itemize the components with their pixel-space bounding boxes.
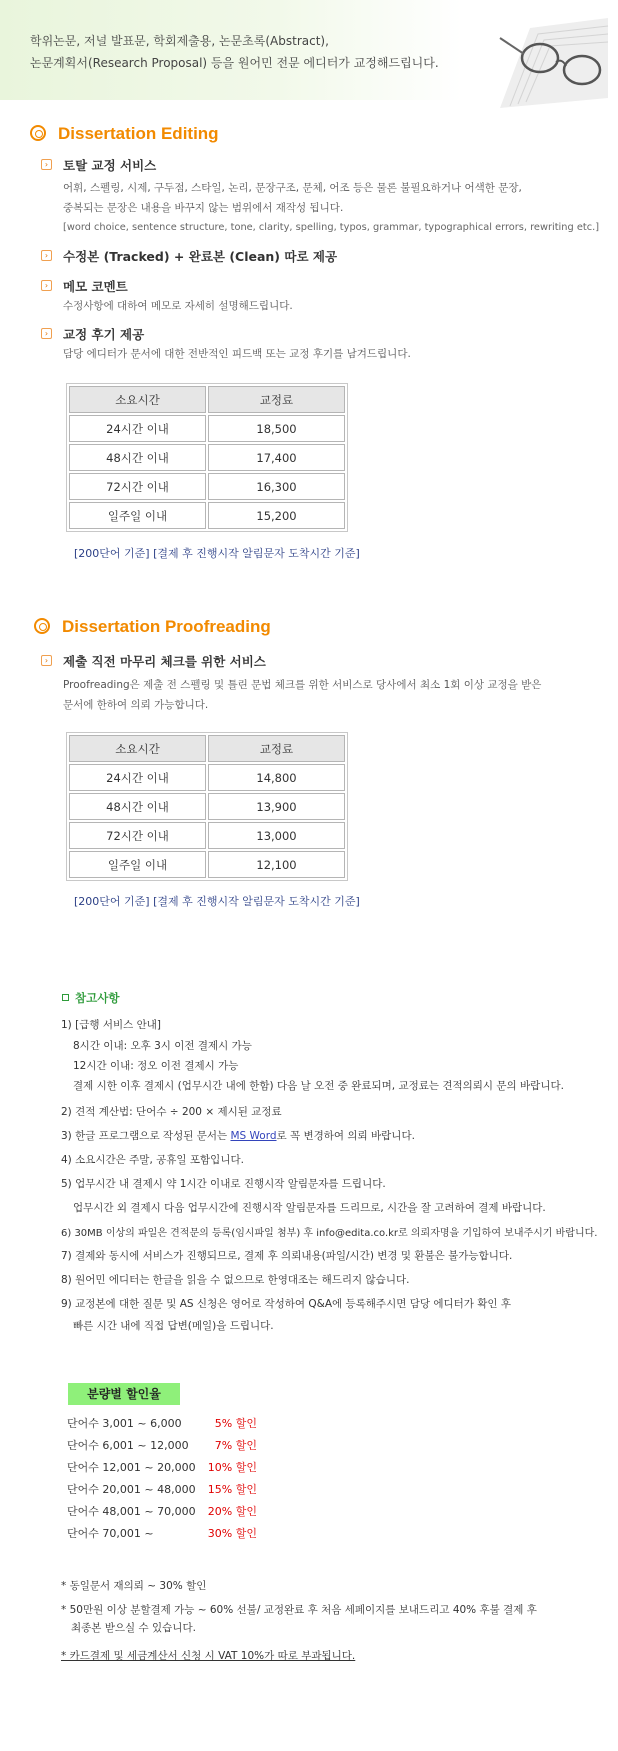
- footnote-resubmit: * 동일문서 재의뢰 ~ 30% 할인: [61, 1580, 207, 1592]
- discount-row: [67, 1503, 257, 1519]
- discount-rate: 10% 할인: [207, 1461, 257, 1474]
- proofreading-section-title: Dissertation Proofreading: [34, 617, 271, 637]
- note-5a: 업무시간 외 결제시 다음 업무시간에 진행시작 알림문자를 드리므로, 시간을 잘 고려하여 결제 바랍니다.: [73, 1202, 546, 1214]
- item-heading: 수정본 (Tracked) + 완료본 (Clean) 따로 제공: [63, 249, 338, 264]
- banner-line-2: 논문계획서(Research Proposal) 등을 원어민 전문 에디터가 교정해드립니다.: [30, 56, 439, 70]
- discount-range: 단어수 3,001 ~ 6,000: [67, 1417, 182, 1430]
- discount-rate: 20% 할인: [207, 1505, 257, 1518]
- editing-table-note: [200단어 기준] [결제 후 진행시작 알림문자 도착시간 기준]: [74, 547, 360, 560]
- table-row: [69, 473, 345, 500]
- discount-title-badge: 분량별 할인율: [68, 1383, 180, 1405]
- glasses-book-image: [490, 18, 610, 113]
- table-header-time: 소요시간: [69, 735, 206, 762]
- table-cell-fee: 13,900: [208, 793, 345, 820]
- item-desc-1: 어휘, 스펠링, 시제, 구두점, 스타일, 논리, 문장구조, 문체, 어조 등은 물론 불필요하거나 어색한 문장,: [63, 182, 522, 194]
- table-header-row: [69, 735, 345, 762]
- note-3: 3) 한글 프로그램으로 작성된 문서는 MS Word로 꼭 변경하여 의뢰 바랍니다.: [61, 1130, 415, 1142]
- note-9: 9) 교정본에 대한 질문 및 AS 신청은 영어로 작성하여 Q&A에 등록해주시면 담당 에디터가 확인 후: [61, 1298, 511, 1310]
- square-bullet-icon: [62, 994, 69, 1001]
- table-row: [69, 851, 345, 878]
- table-cell-fee: 12,100: [208, 851, 345, 878]
- discount-range: 단어수 6,001 ~ 12,000: [67, 1439, 189, 1452]
- item-desc-1: 수정사항에 대하여 메모로 자세히 설명해드립니다.: [63, 300, 293, 312]
- discount-row: [67, 1415, 257, 1431]
- discount-rate: 5% 할인: [214, 1417, 257, 1430]
- item-desc-1: Proofreading은 제출 전 스펠링 및 틀린 문법 체크를 위한 서비스로 당사에서 최소 1회 이상 교정을 받은: [63, 679, 542, 691]
- table-row: [69, 444, 345, 471]
- item-heading: 메모 코멘트: [63, 279, 128, 294]
- item-heading: 제출 직전 마무리 체크를 위한 서비스: [63, 654, 266, 669]
- footnote-installment: * 50만원 이상 분할결제 가능 ~ 60% 선불/ 교정완료 후 처음 세페이지를 보내드리고 40% 후불 결제 후: [61, 1604, 537, 1616]
- table-cell-fee: 16,300: [208, 473, 345, 500]
- discount-rate: 15% 할인: [207, 1483, 257, 1496]
- arrow-bullet-icon: ›: [41, 280, 52, 291]
- table-row: [69, 764, 345, 791]
- discount-row: [67, 1437, 257, 1453]
- note-8: 8) 원어민 에디터는 한글을 읽을 수 없으므로 한영대조는 해드리지 않습니다.: [61, 1274, 410, 1286]
- table-cell-fee: 14,800: [208, 764, 345, 791]
- footnote-vat: * 카드결제 및 세금계산서 신청 시 VAT 10%가 따로 부과됩니다.: [61, 1650, 356, 1662]
- note-5: 5) 업무시간 내 결제시 약 1시간 이내로 진행시작 알림문자를 드립니다.: [61, 1178, 386, 1190]
- notes-title: 참고사항: [62, 990, 119, 1006]
- proofreading-price-table: [66, 732, 348, 881]
- table-row: [69, 822, 345, 849]
- discount-range: 단어수 12,001 ~ 20,000: [67, 1461, 196, 1474]
- item-desc-2: 문서에 한하여 의뢰 가능합니다.: [63, 699, 209, 711]
- discount-rate: 7% 할인: [214, 1439, 257, 1452]
- editing-section-title: Dissertation Editing: [30, 124, 219, 144]
- table-header-fee: 교정료: [208, 386, 345, 413]
- proofreading-table-note: [200단어 기준] [결제 후 진행시작 알림문자 도착시간 기준]: [74, 895, 360, 908]
- discount-range: 단어수 48,001 ~ 70,000: [67, 1505, 196, 1518]
- editing-price-table: [66, 383, 348, 532]
- banner-text: [30, 30, 439, 74]
- table-header-row: [69, 386, 345, 413]
- table-cell-fee: 17,400: [208, 444, 345, 471]
- note-1a: 8시간 이내: 오후 3시 이전 결제시 가능: [73, 1040, 252, 1052]
- discount-row: [67, 1459, 257, 1475]
- discount-row: [67, 1481, 257, 1497]
- table-cell-fee: 13,000: [208, 822, 345, 849]
- discount-row: [67, 1525, 257, 1541]
- table-cell-time: 72시간 이내: [69, 822, 206, 849]
- note-4: 4) 소요시간은 주말, 공휴일 포함입니다.: [61, 1154, 244, 1166]
- item-desc-2: 중복되는 문장은 내용을 바꾸지 않는 범위에서 재작성 됩니다.: [63, 202, 344, 214]
- table-row: [69, 502, 345, 529]
- table-header-time: 소요시간: [69, 386, 206, 413]
- discount-rate: 30% 할인: [207, 1527, 257, 1540]
- arrow-bullet-icon: ›: [41, 159, 52, 170]
- table-row: [69, 793, 345, 820]
- item-desc-3: [word choice, sentence structure, tone, clarity, spelling, typos, grammar, typographical errors, rewriting etc.]: [63, 222, 600, 233]
- double-circle-icon: [30, 125, 46, 141]
- double-circle-icon: [34, 618, 50, 634]
- item-heading: 교정 후기 제공: [63, 327, 145, 342]
- note-1: 1) [급행 서비스 안내]: [61, 1019, 161, 1031]
- discount-range: 단어수 70,001 ~: [67, 1527, 154, 1540]
- discount-range: 단어수 20,001 ~ 48,000: [67, 1483, 196, 1496]
- note-2: 2) 견적 계산법: 단어수 ÷ 200 × 제시된 교정료: [61, 1106, 282, 1118]
- ms-word-link[interactable]: MS Word: [230, 1130, 277, 1142]
- table-cell-time: 72시간 이내: [69, 473, 206, 500]
- table-header-fee: 교정료: [208, 735, 345, 762]
- footnote-installment-2: 최종본 받으실 수 있습니다.: [71, 1622, 196, 1634]
- table-cell-time: 일주일 이내: [69, 851, 206, 878]
- table-cell-time: 일주일 이내: [69, 502, 206, 529]
- intro-banner: [0, 0, 618, 100]
- note-9a: 빠른 시간 내에 직접 답변(메일)을 드립니다.: [73, 1320, 274, 1332]
- table-cell-fee: 15,200: [208, 502, 345, 529]
- table-cell-fee: 18,500: [208, 415, 345, 442]
- note-1b: 12시간 이내: 정오 이전 결제시 가능: [73, 1060, 239, 1072]
- arrow-bullet-icon: ›: [41, 655, 52, 666]
- note-1c: 결제 시한 이후 결제시 (업무시간 내에 한함) 다음 날 오전 중 완료되며, 교정료는 견적의뢰시 문의 바랍니다.: [73, 1080, 564, 1092]
- table-cell-time: 48시간 이내: [69, 793, 206, 820]
- table-cell-time: 48시간 이내: [69, 444, 206, 471]
- banner-line-1: 학위논문, 저널 발표문, 학회제출용, 논문초록(Abstract),: [30, 34, 329, 48]
- item-desc-1: 담당 에디터가 문서에 대한 전반적인 피드백 또는 교정 후기를 남겨드립니다.: [63, 348, 411, 360]
- note-6: 6) 30MB 이상의 파일은 견적문의 등록(임시파일 첨부) 후 info@edita.co.kr로 의뢰자명을 기입하여 보내주시기 바랍니다.: [61, 1228, 598, 1239]
- table-row: [69, 415, 345, 442]
- table-cell-time: 24시간 이내: [69, 415, 206, 442]
- arrow-bullet-icon: ›: [41, 328, 52, 339]
- item-heading: 토탈 교정 서비스: [63, 158, 157, 173]
- arrow-bullet-icon: ›: [41, 250, 52, 261]
- table-cell-time: 24시간 이내: [69, 764, 206, 791]
- note-7: 7) 결제와 동시에 서비스가 진행되므로, 결제 후 의뢰내용(파일/시간) 변경 및 환불은 불가능합니다.: [61, 1250, 513, 1262]
